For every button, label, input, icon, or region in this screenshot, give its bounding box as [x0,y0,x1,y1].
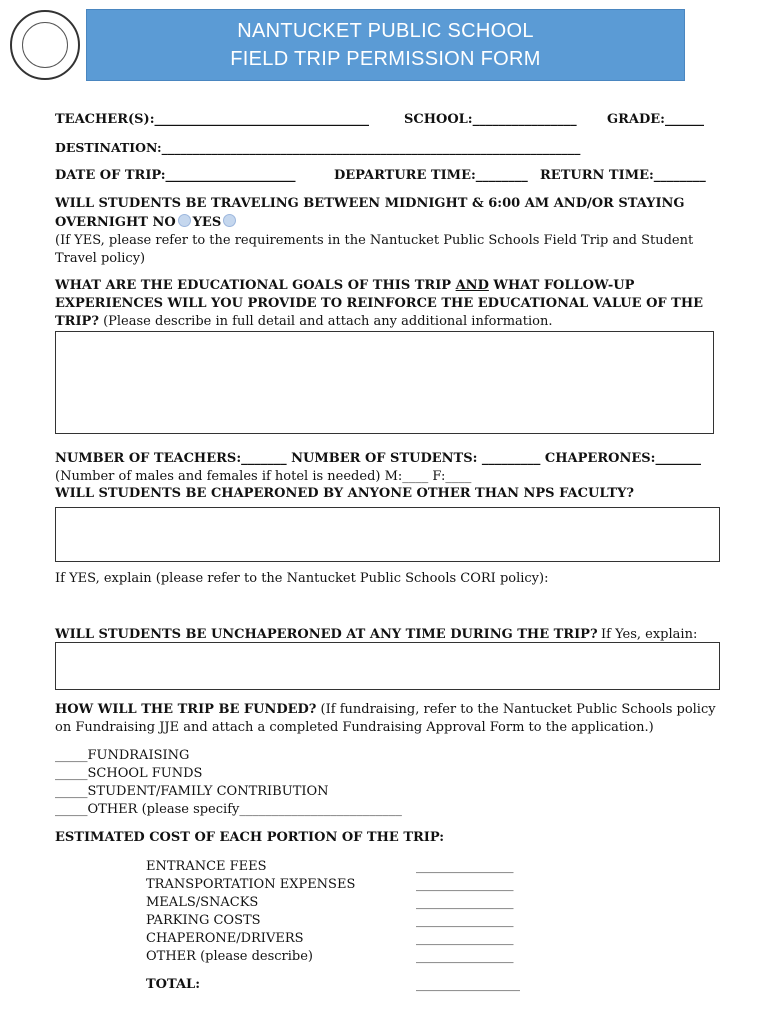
title-line-2: FIELD TRIP PERMISSION FORM [230,48,541,70]
goals-question-line-3: TRIP? (Please describe in full detail and attach any additional information. [55,314,553,329]
chaperone-textbox[interactable] [55,507,720,562]
cost-label: ENTRANCE FEES [146,859,267,874]
departure-time-field[interactable]: DEPARTURE TIME:________ [334,168,528,183]
cost-blank[interactable]: _______________ [416,931,514,946]
cost-blank[interactable]: _______________ [416,895,514,910]
overnight-yes-label: YES [192,215,222,230]
funding-option-fundraising[interactable]: _____FUNDRAISING [55,748,190,763]
school-field[interactable]: SCHOOL:________________ [404,112,577,127]
unchaperoned-question: WILL STUDENTS BE UNCHAPERONED AT ANY TIME DURING THE TRIP? [55,627,598,642]
cost-blank[interactable]: _______________ [416,913,514,928]
cost-label: CHAPERONE/DRIVERS [146,931,304,946]
overnight-note-2: Travel policy) [55,251,146,266]
overnight-options [55,214,238,230]
goals-question-line-1: WHAT ARE THE EDUCATIONAL GOALS OF THIS TRIP AND WHAT FOLLOW-UP [55,278,635,293]
goals-textbox[interactable] [55,331,714,434]
cost-label: TRANSPORTATION EXPENSES [146,877,356,892]
overnight-note-1: (If YES, please refer to the requirements in the Nantucket Public Schools Field Trip and Student [55,233,694,248]
cost-blank[interactable]: _______________ [416,877,514,892]
goals-question-line-2: EXPERIENCES WILL YOU PROVIDE TO REINFORCE THE EDUCATIONAL VALUE OF THE [55,296,704,311]
logo-seal-icon [22,22,68,68]
cori-note: If YES, explain (please refer to the Nantucket Public Schools CORI policy): [55,571,549,586]
title-banner [86,9,685,81]
destination-field[interactable]: DESTINATION:___________________________________________________________________ [55,140,581,155]
funding-option-school-funds[interactable]: _____SCHOOL FUNDS [55,766,203,781]
cost-blank[interactable]: _______________ [416,859,514,874]
counts-line[interactable]: NUMBER OF TEACHERS:_______ NUMBER OF STUDENTS: _________ CHAPERONES:_______ [55,451,701,466]
date-field[interactable]: DATE OF TRIP:____________________ [55,168,296,183]
unchaperoned-explain: If Yes, explain: [601,627,698,642]
cost-label: PARKING COSTS [146,913,261,928]
funding-note: on Fundraising JJE and attach a completed Fundraising Approval Form to the application.) [55,720,654,735]
teacher-field[interactable]: TEACHER(S):_________________________________ [55,112,369,127]
total-blank[interactable]: ________________ [416,977,520,992]
chaperone-question: WILL STUDENTS BE CHAPERONED BY ANYONE OTHER THAN NPS FACULTY? [55,486,634,501]
cost-label: OTHER (please describe) [146,949,313,964]
funding-question: HOW WILL THE TRIP BE FUNDED? (If fundraising, refer to the Nantucket Public Schools policy [55,702,716,717]
yes-radio[interactable] [223,214,236,227]
no-radio[interactable] [178,214,191,227]
cost-blank[interactable]: _______________ [416,949,514,964]
return-time-field[interactable]: RETURN TIME:________ [540,168,706,183]
overnight-no-label: OVERNIGHT NO [55,215,176,230]
total-label: TOTAL: [146,977,200,992]
unchaperoned-textbox[interactable] [55,642,720,690]
funding-option-family[interactable]: _____STUDENT/FAMILY CONTRIBUTION [55,784,329,799]
overnight-question: WILL STUDENTS BE TRAVELING BETWEEN MIDNIGHT & 6:00 AM AND/OR STAYING [55,196,685,211]
title-line-1: NANTUCKET PUBLIC SCHOOL [237,20,534,42]
cost-heading: ESTIMATED COST OF EACH PORTION OF THE TRIP: [55,830,444,845]
funding-option-other[interactable]: _____OTHER (please specify_________________________ [55,802,402,817]
grade-field[interactable]: GRADE:______ [607,112,704,127]
cost-label: MEALS/SNACKS [146,895,259,910]
school-logo [10,10,80,80]
hotel-note[interactable]: (Number of males and females if hotel is needed) M:____ F:____ [55,469,472,484]
